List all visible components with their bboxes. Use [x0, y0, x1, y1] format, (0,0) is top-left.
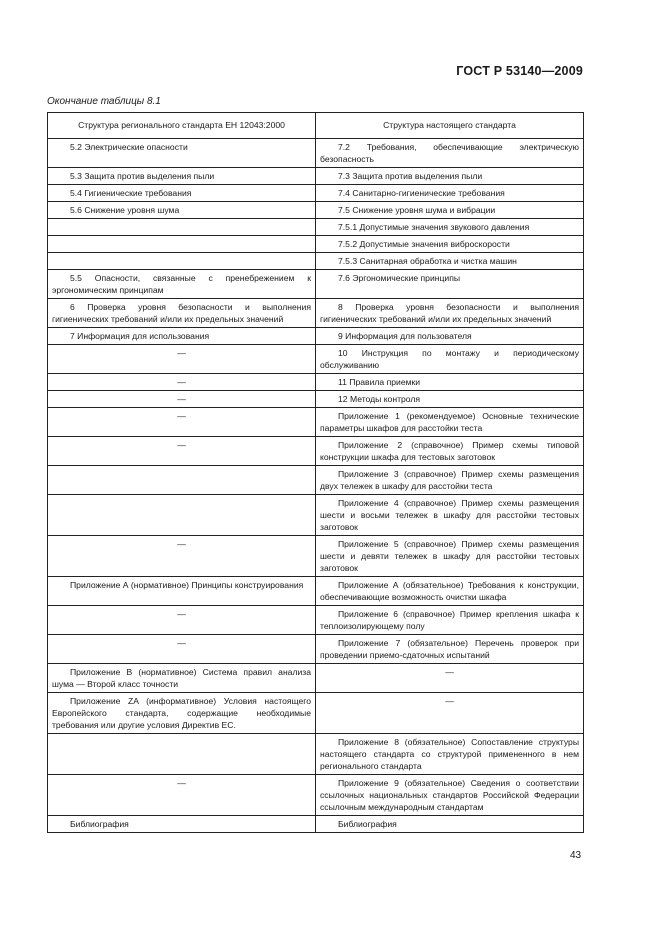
regional-standard-cell [48, 236, 316, 253]
national-standard-cell: 7.5.2 Допустимые значения виброскорости [316, 236, 584, 253]
regional-standard-cell [48, 734, 316, 775]
national-standard-cell: Приложение 8 (обязательное) Сопоставление структуры настоящего стандарта со структурой примененного в нем регионального стандарта [316, 734, 584, 775]
table-row [48, 408, 584, 437]
table-row [48, 168, 584, 185]
table-header-row [48, 113, 584, 139]
national-standard-cell: Приложение 1 (рекомендуемое) Основные технические параметры шкафов для расстойки теста [316, 408, 584, 437]
table-row [48, 139, 584, 168]
national-standard-cell: 7.3 Защита против выделения пыли [316, 168, 584, 185]
national-standard-cell: Приложение 7 (обязательное) Перечень проверок при проведении приемо-сдаточных испытаний [316, 635, 584, 664]
national-standard-cell: 12 Методы контроля [316, 391, 584, 408]
table-row [48, 391, 584, 408]
regional-standard-cell: — [48, 775, 316, 816]
national-standard-cell: 11 Правила приемки [316, 374, 584, 391]
national-standard-cell: 10 Инструкция по монтажу и периодическому обслуживанию [316, 345, 584, 374]
table-row [48, 816, 584, 833]
national-standard-cell: 9 Информация для пользователя [316, 328, 584, 345]
regional-standard-cell: 5.5 Опасности, связанные с пренебрежением к эргономическим принципам [48, 270, 316, 299]
table-row [48, 253, 584, 270]
regional-standard-cell: — [48, 437, 316, 466]
regional-standard-cell [48, 466, 316, 495]
national-standard-cell: — [316, 664, 584, 693]
national-standard-cell: Приложение 4 (справочное) Пример схемы размещения шести и восьми тележек в шкафу для расстойки тестовых заготовок [316, 495, 584, 536]
table-row [48, 606, 584, 635]
table-caption: Окончание таблицы 8.1 [47, 96, 161, 107]
regional-standard-cell [48, 219, 316, 236]
national-standard-cell: Приложение 2 (справочное) Пример схемы типовой конструкции шкафа для тестовых заготовок [316, 437, 584, 466]
table-row [48, 536, 584, 577]
table-row [48, 495, 584, 536]
national-standard-cell: 7.2 Требования, обеспечивающие электрическую безопасность [316, 139, 584, 168]
regional-standard-cell: Приложение В (нормативное) Система правил анализа шума — Второй класс точности [48, 664, 316, 693]
column-header-regional: Структура регионального стандарта ЕН 12043:2000 [48, 113, 316, 139]
regional-standard-cell [48, 253, 316, 270]
national-standard-cell: Библиография [316, 816, 584, 833]
table-row [48, 328, 584, 345]
table-row [48, 219, 584, 236]
national-standard-cell: Приложение 9 (обязательное) Сведения о соответствии ссылочных национальных стандартов Российской Федерации ссылочным международным стандартам [316, 775, 584, 816]
page-number: 43 [570, 850, 582, 861]
table-body [48, 139, 584, 833]
regional-standard-cell [48, 495, 316, 536]
regional-standard-cell: 6 Проверка уровня безопасности и выполнения гигиенических требований и/или их предельных значений [48, 299, 316, 328]
table-row [48, 775, 584, 816]
table-row [48, 693, 584, 734]
table-row [48, 270, 584, 299]
national-standard-cell: Приложение 5 (справочное) Пример схемы размещения шести и девяти тележек в шкафу для расстойки тестовых заготовок [316, 536, 584, 577]
national-standard-cell: Приложение 6 (справочное) Пример крепления шкафа к теплоизолирующему полу [316, 606, 584, 635]
column-header-national: Структура настоящего стандарта [316, 113, 584, 139]
national-standard-cell: 8 Проверка уровня безопасности и выполнения гигиенических требований и/или их предельных значений [316, 299, 584, 328]
regional-standard-cell: — [48, 374, 316, 391]
table-row [48, 345, 584, 374]
regional-standard-cell: — [48, 606, 316, 635]
national-standard-cell: 7.5.3 Санитарная обработка и чистка машин [316, 253, 584, 270]
table-row [48, 437, 584, 466]
table-row [48, 577, 584, 606]
table-row [48, 185, 584, 202]
table-row [48, 734, 584, 775]
regional-standard-cell: — [48, 408, 316, 437]
table-row [48, 466, 584, 495]
regional-standard-cell: 5.3 Защита против выделения пыли [48, 168, 316, 185]
national-standard-cell: Приложение А (обязательное) Требования к конструкции, обеспечивающие возможность очистки шкафа [316, 577, 584, 606]
regional-standard-cell: Приложение ZA (информативное) Условия настоящего Европейского стандарта, содержащие необходимые требования или другие условия Директив ЕС. [48, 693, 316, 734]
table-row [48, 236, 584, 253]
national-standard-cell: 7.6 Эргономические принципы [316, 270, 584, 299]
regional-standard-cell: 5.2 Электрические опасности [48, 139, 316, 168]
regional-standard-cell: — [48, 345, 316, 374]
table-row [48, 299, 584, 328]
regional-standard-cell: — [48, 391, 316, 408]
regional-standard-cell: — [48, 635, 316, 664]
national-standard-cell: 7.5 Снижение уровня шума и вибрации [316, 202, 584, 219]
national-standard-cell: 7.4 Санитарно-гигиенические требования [316, 185, 584, 202]
regional-standard-cell: Библиография [48, 816, 316, 833]
national-standard-cell: Приложение 3 (справочное) Пример схемы размещения двух тележек в шкафу для расстойки теста [316, 466, 584, 495]
regional-standard-cell: 5.6 Снижение уровня шума [48, 202, 316, 219]
regional-standard-cell: 7 Информация для использования [48, 328, 316, 345]
regional-standard-cell: Приложение А (нормативное) Принципы конструирования [48, 577, 316, 606]
national-standard-cell: — [316, 693, 584, 734]
structure-comparison-table [47, 112, 584, 833]
table-row [48, 664, 584, 693]
document-header: ГОСТ Р 53140—2009 [456, 64, 583, 78]
table-row [48, 202, 584, 219]
regional-standard-cell: 5.4 Гигиенические требования [48, 185, 316, 202]
table-row [48, 374, 584, 391]
regional-standard-cell: — [48, 536, 316, 577]
table-row [48, 635, 584, 664]
national-standard-cell: 7.5.1 Допустимые значения звукового давления [316, 219, 584, 236]
